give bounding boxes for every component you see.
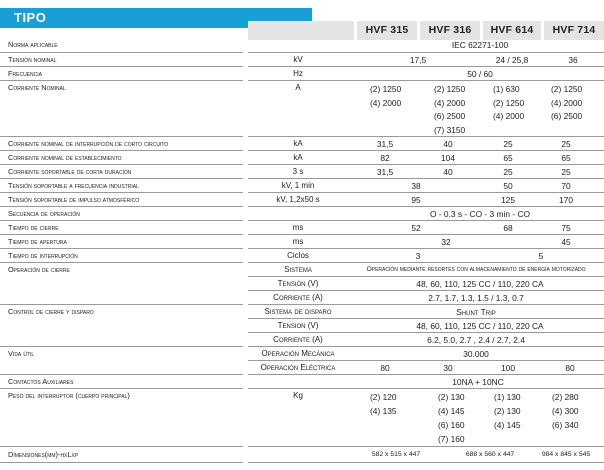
value-corta-614: 25: [503, 167, 513, 177]
corriente-316-item: (2) 1250: [434, 84, 466, 94]
value-corriente-cierre: 2.7, 1.7, 1.3, 1.5 / 1.3, 0.7: [428, 293, 524, 303]
tipo-header: TIPO: [0, 8, 312, 28]
value-contactos: 10NA + 10NC: [452, 377, 504, 387]
value-establecimiento-614: 65: [503, 153, 513, 163]
row-label-tension-nominal: Tensión nominal: [8, 55, 57, 64]
unit-tiempo-apertura: ms: [292, 237, 304, 246]
divider: [248, 262, 604, 263]
value-cierre-315-316: 52: [411, 223, 421, 233]
row-label-tiempo-cierre: Tiempo de cierre: [8, 223, 59, 232]
unit-corriente-a-control: Corriente (A): [273, 335, 323, 344]
divider: [248, 318, 604, 319]
divider: [0, 446, 243, 447]
value-interrupcion-614: 25: [503, 139, 513, 149]
corriente-714-item: (4) 2000: [551, 98, 583, 108]
divider: [248, 206, 604, 207]
row-label-dimensiones: Dimensiones(mm)-hxLxp: [8, 450, 79, 459]
model-hvf-714: HVF 714: [552, 24, 596, 36]
divider: [0, 374, 243, 375]
divider: [248, 178, 604, 179]
row-label-corta-duracion: Corriente soportable de corta duración: [8, 167, 132, 176]
divider: [0, 304, 243, 305]
value-apertura-714: 45: [561, 237, 571, 247]
corriente-315-item: (4) 2000: [370, 98, 402, 108]
value-establecimiento-315: 82: [380, 153, 390, 163]
unit-corriente-nominal: A: [295, 83, 301, 92]
corriente-614-item: (2) 1250: [493, 98, 525, 108]
divider: [248, 66, 604, 67]
peso-714-item: (2) 280: [552, 392, 579, 402]
divider: [0, 164, 243, 165]
value-corta-316: 40: [443, 167, 453, 177]
corriente-714-item: (2) 1250: [551, 84, 583, 94]
divider: [0, 136, 243, 137]
unit-tiempo-interrupcion: Ciclos: [287, 251, 309, 260]
corriente-614-item: (4) 2000: [493, 111, 525, 121]
divider: [0, 206, 243, 207]
row-label-tiempo-apertura: Tiempo de apertura: [8, 237, 67, 246]
divider: [248, 360, 604, 361]
unit-tension-v: Tensión (V): [277, 279, 319, 288]
divider: [248, 332, 604, 333]
value-impulso-714: 170: [559, 195, 573, 205]
value-electrica-315: 80: [380, 363, 390, 373]
unit-frecuencia-industrial: kV, 1 min: [281, 181, 315, 190]
value-electrica-714: 80: [565, 363, 575, 373]
value-interrupcion-316: 40: [443, 139, 453, 149]
divider: [248, 290, 604, 291]
value-electrica-316: 30: [443, 363, 453, 373]
value-cierre-614: 68: [503, 223, 513, 233]
row-label-operacion-cierre: Operación de cierre: [8, 265, 70, 274]
divider: [0, 150, 243, 151]
divider: [0, 248, 243, 249]
divider: [248, 462, 604, 463]
unit-tension-nominal: kV: [293, 55, 303, 64]
unit-corta-duracion: 3 s: [292, 167, 304, 176]
divider: [248, 220, 604, 221]
model-hvf-614: HVF 614: [490, 24, 534, 36]
model-hvf-315: HVF 315: [365, 24, 409, 36]
value-dimensiones-316-614: 688 x 560 x 447: [465, 451, 515, 458]
peso-316-item: (7) 160: [438, 434, 465, 444]
value-operacion-mecanica: 30.000: [463, 349, 489, 359]
unit-interrupcion: kA: [293, 139, 303, 148]
divider: [248, 248, 604, 249]
value-corriente-control: 6.2, 5.0, 2.7 , 2.4 / 2.7, 2.4: [427, 335, 525, 345]
value-frecuencia: 50 / 60: [467, 69, 493, 79]
divider: [0, 178, 243, 179]
peso-614-item: (1) 130: [494, 392, 521, 402]
unit-sistema-disparo: Sistema de disparo: [264, 307, 332, 316]
divider: [248, 304, 604, 305]
value-corta-714: 25: [561, 167, 571, 177]
divider: [0, 80, 243, 81]
divider: [248, 192, 604, 193]
value-impulso-614: 125: [501, 195, 515, 205]
value-frec-industrial-614: 50: [503, 181, 513, 191]
row-label-norma: Norma aplicable: [8, 40, 58, 49]
divider: [248, 388, 604, 389]
divider: [0, 462, 243, 463]
row-label-peso: Peso del interruptor (cuerpo principal): [8, 391, 130, 400]
row-label-vida-util: Vida útil: [8, 349, 35, 358]
peso-714-item: (6) 340: [552, 420, 579, 430]
unit-tiempo-cierre: ms: [292, 223, 304, 232]
value-norma: IEC 62271-100: [451, 40, 509, 50]
row-label-contactos: Contactos Auxiliares: [8, 377, 74, 386]
value-dimensiones-315: 582 x 515 x 447: [371, 451, 421, 458]
row-label-frecuencia: Frecuencia: [8, 69, 42, 78]
unit-frecuencia: Hz: [293, 69, 303, 78]
peso-614-item: (2) 130: [494, 406, 521, 416]
value-corta-315: 31,5: [376, 167, 394, 177]
value-shunt-trip: Shunt Trip: [456, 307, 496, 317]
divider: [0, 66, 243, 67]
unit-operacion-electrica: Operación Eléctrica: [260, 363, 336, 372]
row-label-frecuencia-industrial: Tensión soportable a frecuencia industrial: [8, 181, 139, 190]
divider: [0, 192, 243, 193]
divider: [0, 52, 243, 53]
peso-614-item: (4) 145: [494, 420, 521, 430]
value-electrica-614: 100: [501, 363, 515, 373]
row-label-impulso: Tensión soportable de impulso atmosférico: [8, 195, 140, 204]
divider: [248, 346, 604, 347]
divider: [248, 446, 604, 447]
row-label-establecimiento: Corriente nominal de establecimiento: [8, 153, 122, 162]
divider: [0, 346, 243, 347]
unit-corriente-a: Corriente (A): [273, 293, 323, 302]
row-label-secuencia: Secuencia de operación: [8, 209, 80, 218]
divider: [248, 80, 604, 81]
divider: [248, 52, 604, 53]
peso-316-item: (6) 160: [438, 420, 465, 430]
corriente-315-item: (2) 1250: [370, 84, 402, 94]
row-label-tiempo-interrupcion: Tiempo de interrupción: [8, 251, 78, 260]
peso-316-item: (2) 130: [438, 392, 465, 402]
row-label-interrupcion: Corriente nominal de interrupción de corto circuito: [8, 139, 169, 148]
corriente-714-item: (6) 2500: [551, 111, 583, 121]
value-tension-cierre: 48, 60, 110, 125 CC / 110, 220 CA: [416, 279, 544, 289]
value-establecimiento-714: 65: [561, 153, 571, 163]
model-hvf-316: HVF 316: [428, 24, 472, 36]
divider: [248, 276, 604, 277]
divider: [0, 388, 243, 389]
corriente-316-item: (4) 2000: [434, 98, 466, 108]
value-interrupcion-714: 25: [561, 139, 571, 149]
divider: [248, 234, 604, 235]
row-label-control: Control de cierre y disparo: [8, 307, 94, 316]
divider: [248, 374, 604, 375]
unit-column-header: [248, 21, 354, 40]
unit-peso: Kg: [293, 391, 303, 400]
value-tension-614: 24 / 25,8: [495, 55, 529, 65]
unit-impulso: kV, 1,2x50 s: [276, 195, 320, 204]
unit-operacion-mecanica: Operación Mecánica: [261, 349, 335, 358]
value-tension-714: 36: [568, 55, 578, 65]
divider: [248, 136, 604, 137]
value-tension-control: 48, 60, 110, 125 CC / 110, 220 CA: [416, 321, 544, 331]
value-frec-industrial-714: 70: [561, 181, 571, 191]
unit-tension-v-control: Tension (V): [277, 321, 319, 330]
corriente-316-item: (7) 3150: [434, 125, 466, 135]
value-dimensiones-714: 984 x 845 x 545: [541, 451, 591, 458]
row-label-corriente-nominal: Corriente Nominal: [8, 83, 66, 92]
value-apertura-315-614: 32: [441, 237, 451, 247]
value-interrupcion-315: 31,5: [376, 139, 394, 149]
value-sistema-cierre: Operación mediante resortes con almacenamiento de energía motorizado: [366, 266, 586, 273]
value-establecimiento-316: 104: [441, 153, 455, 163]
value-secuencia: O - 0.3 s - CO - 3 min - CO: [429, 209, 531, 219]
value-tension-315-316: 17,5: [409, 55, 427, 65]
divider: [0, 262, 243, 263]
value-interrupcion-315-316: 3: [415, 251, 421, 261]
peso-316-item: (4) 145: [438, 406, 465, 416]
unit-sistema: Sistema: [284, 265, 312, 274]
unit-establecimiento: kA: [293, 153, 303, 162]
divider: [248, 164, 604, 165]
divider: [0, 220, 243, 221]
peso-714-item: (4) 300: [552, 406, 579, 416]
value-impulso-315-316: 95: [411, 195, 421, 205]
corriente-316-item: (6) 2500: [434, 111, 466, 121]
divider: [248, 150, 604, 151]
peso-315-item: (2) 120: [370, 392, 397, 402]
value-frec-industrial-315-316: 38: [411, 181, 421, 191]
value-interrupcion-614-714: 5: [538, 251, 544, 261]
value-cierre-714: 75: [561, 223, 571, 233]
corriente-614-item: (1) 630: [493, 84, 520, 94]
divider: [0, 234, 243, 235]
peso-315-item: (4) 135: [370, 406, 397, 416]
